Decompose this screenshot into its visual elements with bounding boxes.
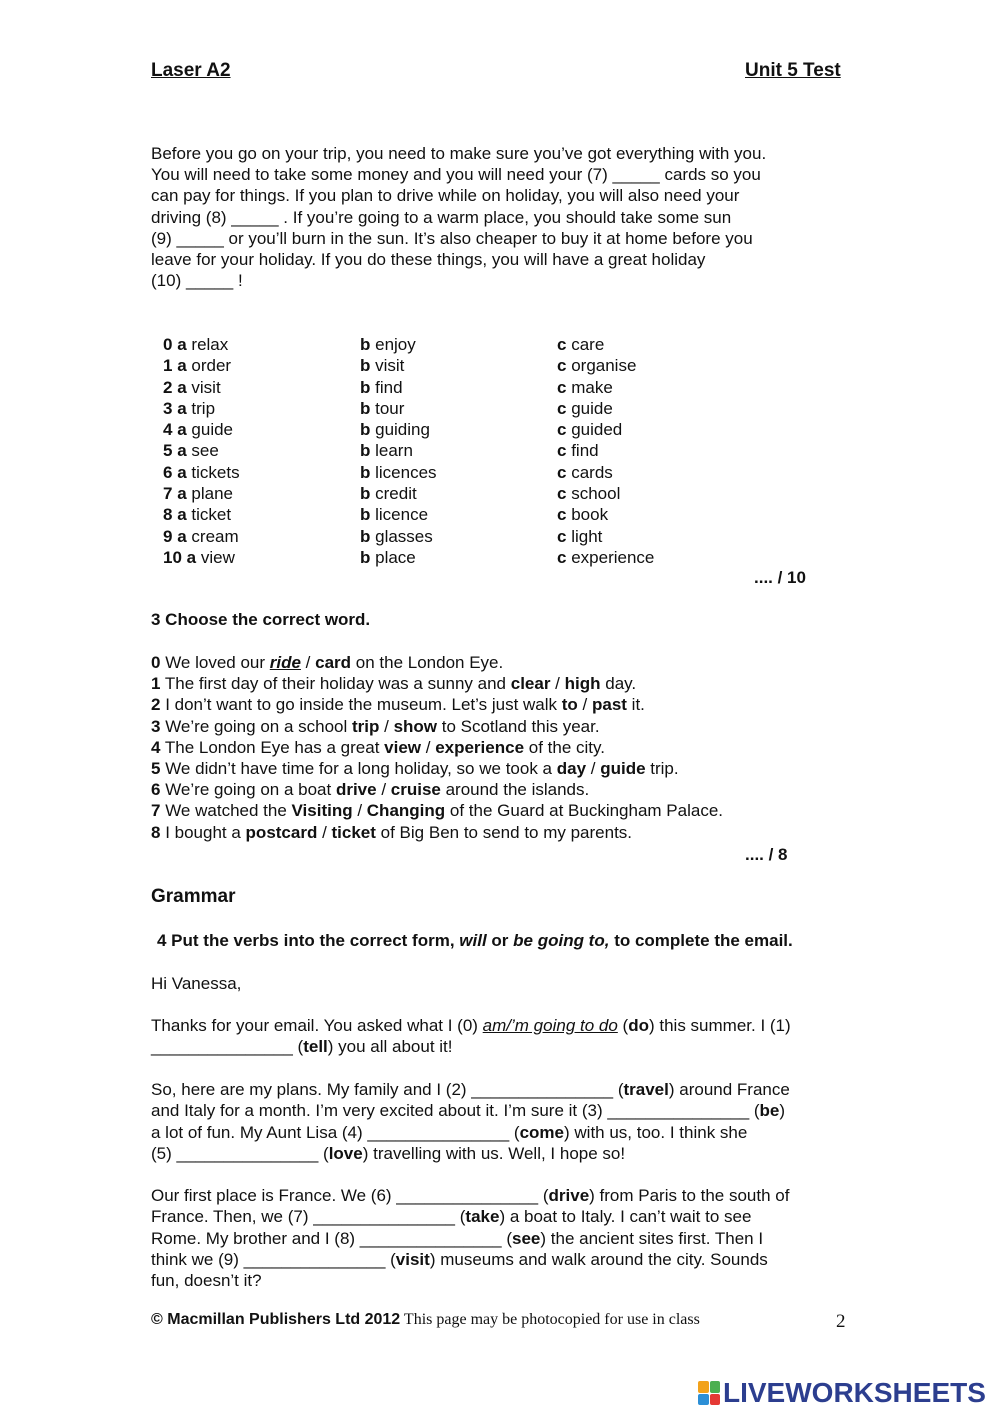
text: ) this summer. I (1)	[648, 1016, 791, 1035]
option-letter: c	[557, 505, 567, 525]
option-letter: 1	[163, 356, 173, 376]
option-text: guided	[571, 420, 623, 440]
verb: visit	[395, 1249, 430, 1269]
section4-instruction	[157, 931, 793, 951]
email-line	[151, 1015, 791, 1036]
option-text: tour	[375, 398, 405, 418]
email-line	[151, 1249, 789, 1270]
option-a	[163, 334, 360, 355]
logo-square	[698, 1394, 709, 1406]
option-letter: b	[360, 420, 371, 440]
option-a	[163, 377, 360, 398]
option-text: tickets	[191, 462, 240, 482]
option-letter: c	[557, 547, 567, 567]
logo-square	[710, 1381, 721, 1393]
option-letter: 0	[163, 335, 173, 354]
footer-publisher: © Macmillan Publishers Ltd 2012	[151, 1311, 401, 1328]
option-letter: 10	[163, 547, 182, 567]
option-text: visit	[375, 356, 405, 376]
option-letter: a	[177, 505, 187, 525]
item-number: 3	[151, 716, 161, 736]
text: ) around France	[668, 1080, 790, 1099]
option-c	[557, 440, 754, 461]
option-row	[163, 504, 754, 525]
text: ) you all about it!	[327, 1037, 453, 1057]
option-row	[163, 334, 754, 355]
word-choice-1: clear	[510, 674, 551, 694]
option-b	[360, 462, 557, 483]
text: ) the ancient sites first. Then I	[540, 1228, 764, 1248]
verb: love	[328, 1143, 363, 1163]
option-row	[163, 355, 754, 376]
verb: drive	[548, 1186, 590, 1205]
item-number: 1	[151, 674, 161, 694]
sentence	[151, 716, 723, 737]
item-number: 6	[151, 780, 161, 800]
email-line	[151, 1100, 790, 1121]
option-text: find	[375, 377, 403, 397]
instr-will: will	[459, 931, 487, 950]
option-b	[360, 547, 557, 568]
email-paragraph-2	[151, 1079, 790, 1164]
liveworksheets-wordmark: LIVEWORKSHEETS	[723, 1377, 986, 1408]
passage-line: (10) _____ !	[151, 271, 243, 291]
text: trip.	[645, 759, 679, 779]
logo-square	[698, 1381, 709, 1393]
option-text: order	[191, 356, 232, 376]
passage-line: can pay for things. If you plan to drive while on holiday, you will also need your	[151, 186, 740, 206]
page-number: 2	[836, 1311, 846, 1332]
option-text: trip	[191, 398, 216, 418]
text: We’re going on a boat	[160, 780, 336, 800]
footer	[151, 1311, 700, 1329]
email-line	[151, 1036, 791, 1057]
option-row	[163, 398, 754, 419]
option-text: place	[375, 547, 416, 567]
instr-part: to complete the email.	[609, 931, 793, 950]
option-a	[163, 504, 360, 525]
text: a lot of fun. My Aunt Lisa (4) _______________ (	[151, 1122, 520, 1142]
option-letter: c	[557, 398, 567, 418]
text: /	[586, 759, 601, 779]
option-letter: b	[360, 377, 371, 397]
verb: tell	[303, 1037, 328, 1057]
option-b	[360, 483, 557, 504]
option-letter: c	[557, 441, 567, 461]
option-row	[163, 440, 754, 461]
option-letter: b	[360, 462, 371, 482]
header-right: Unit 5 Test	[745, 60, 841, 81]
instr-part: or	[486, 931, 514, 950]
email-line	[151, 1079, 790, 1100]
text: Our first place is France. We (6) _______________ (	[151, 1186, 549, 1205]
header-left: Laser A2	[151, 60, 231, 81]
email-greeting: Hi Vanessa,	[151, 974, 242, 993]
verb: come	[519, 1122, 565, 1142]
text: ) museums and walk around the city. Sounds	[429, 1249, 768, 1269]
option-letter: a	[177, 484, 187, 504]
score-section3: .... / 8	[745, 845, 788, 864]
text: on the London Eye.	[351, 653, 504, 672]
text: )	[779, 1101, 786, 1121]
email-line	[151, 1206, 789, 1227]
option-text: care	[571, 335, 605, 354]
option-text: glasses	[375, 526, 433, 546]
word-choice-2: show	[393, 716, 438, 736]
word-choice-2: high	[564, 674, 601, 694]
sentence	[151, 822, 723, 843]
word-choice-2: guide	[600, 759, 646, 779]
option-letter: 3	[163, 398, 173, 418]
option-text: see	[191, 441, 219, 461]
option-b	[360, 355, 557, 376]
passage-line: leave for your holiday. If you do these things, you will have a great holiday	[151, 250, 706, 270]
option-c	[557, 504, 754, 525]
liveworksheets-logo	[698, 1377, 986, 1409]
footer-note: This page may be photocopied for use in class	[400, 1311, 700, 1328]
logo-square	[710, 1394, 721, 1406]
text: France. Then, we (7) _______________ (	[151, 1207, 466, 1227]
option-row	[163, 547, 754, 568]
text: We didn’t have time for a long holiday, so we took a	[160, 759, 557, 779]
option-c	[557, 547, 754, 568]
option-letter: c	[557, 377, 567, 397]
option-letter: c	[557, 484, 567, 504]
word-choice-1: postcard	[245, 822, 318, 842]
verb: take	[465, 1207, 500, 1227]
item-number: 2	[151, 695, 161, 715]
option-text: guide	[191, 420, 234, 440]
text: ) with us, too. I think she	[564, 1122, 748, 1142]
text: /	[352, 801, 367, 821]
option-b	[360, 440, 557, 461]
option-a	[163, 526, 360, 547]
item-number: 4	[151, 737, 161, 757]
option-letter: c	[557, 335, 567, 354]
text: it.	[626, 695, 645, 715]
option-text: credit	[375, 484, 417, 504]
passage-line: You will need to take some money and you will need your (7) _____ cards so you	[151, 165, 761, 185]
text: Thanks for your email. You asked what I (0)	[151, 1016, 483, 1035]
example-answer: am/’m going to do	[482, 1016, 618, 1035]
word-choice-1: day	[556, 759, 587, 779]
text: /	[550, 674, 565, 694]
email-line	[151, 1228, 789, 1249]
option-b	[360, 419, 557, 440]
word-choice-2: Changing	[366, 801, 446, 821]
option-letter: 6	[163, 462, 173, 482]
item-number: 8	[151, 822, 161, 842]
option-a	[163, 483, 360, 504]
verb: be	[759, 1101, 780, 1121]
word-choice-1: to	[561, 695, 578, 715]
option-letter: 8	[163, 505, 173, 525]
sentence	[151, 694, 723, 715]
text: Rome. My brother and I (8) _______________ (	[151, 1228, 513, 1248]
option-letter: b	[360, 335, 371, 354]
word-choice-1: drive	[335, 780, 377, 800]
option-b	[360, 334, 557, 355]
word-choice-2: ticket	[331, 822, 376, 842]
option-letter: a	[177, 398, 187, 418]
text: around the islands.	[440, 780, 590, 800]
email-line	[151, 1185, 789, 1206]
text: _______________ (	[151, 1037, 304, 1057]
option-letter: b	[360, 441, 371, 461]
option-letter: c	[557, 462, 567, 482]
word-choice-2: card	[315, 653, 352, 672]
option-letter: 9	[163, 526, 173, 546]
text: We’re going on a school	[160, 716, 352, 736]
verb: travel	[623, 1080, 669, 1099]
text: think we (9) _______________ (	[151, 1249, 396, 1269]
option-a	[163, 547, 360, 568]
score-section2: .... / 10	[754, 568, 806, 587]
option-letter: b	[360, 547, 371, 567]
sentence	[151, 652, 723, 673]
option-c	[557, 483, 754, 504]
option-letter: b	[360, 526, 371, 546]
word-choice-1: trip	[352, 716, 380, 736]
word-choice-2: experience	[435, 737, 525, 757]
sentence	[151, 673, 723, 694]
option-b	[360, 526, 557, 547]
word-choice-1: ride	[269, 653, 301, 672]
text: /	[577, 695, 592, 715]
verb: see	[512, 1228, 541, 1248]
text: (5) _______________ (	[151, 1143, 329, 1163]
text: day.	[600, 674, 637, 694]
option-text: view	[200, 547, 235, 567]
option-text: experience	[571, 547, 655, 567]
option-c	[557, 377, 754, 398]
option-letter: 4	[163, 420, 173, 440]
option-letter: b	[360, 398, 371, 418]
option-letter: a	[177, 356, 187, 376]
option-letter: a	[177, 377, 187, 397]
option-text: ticket	[191, 505, 232, 525]
option-letter: 5	[163, 441, 173, 461]
option-text: licences	[375, 462, 437, 482]
option-text: relax	[191, 335, 229, 354]
text: ) from Paris to the south of	[589, 1186, 790, 1205]
text: We loved our	[160, 653, 270, 672]
option-b	[360, 504, 557, 525]
text: of the city.	[524, 737, 605, 757]
option-letter: a	[177, 335, 187, 354]
text: /	[379, 716, 394, 736]
verb: do	[628, 1016, 649, 1035]
option-a	[163, 419, 360, 440]
option-b	[360, 398, 557, 419]
text: So, here are my plans. My family and I (2) _______________ (	[151, 1080, 624, 1099]
passage-line: driving (8) _____ . If you’re going to a warm place, you should take some sun	[151, 207, 732, 227]
option-text: plane	[191, 484, 234, 504]
option-text: cream	[191, 526, 239, 546]
option-letter: c	[557, 526, 567, 546]
sentence	[151, 800, 723, 821]
email-line: fun, doesn’t it?	[151, 1271, 262, 1291]
text: ) a boat to Italy. I can’t wait to see	[499, 1207, 752, 1227]
word-choice-1: Visiting	[291, 801, 353, 821]
section3-sentences	[151, 652, 723, 843]
option-a	[163, 398, 360, 419]
option-letter: b	[360, 356, 371, 376]
item-number: 5	[151, 759, 161, 779]
option-row	[163, 419, 754, 440]
section3-heading: 3 Choose the correct word.	[151, 610, 371, 629]
option-c	[557, 334, 754, 355]
option-text: guide	[571, 398, 613, 418]
option-c	[557, 462, 754, 483]
option-c	[557, 355, 754, 376]
passage-line: Before you go on your trip, you need to make sure you’ve got everything with you.	[151, 144, 767, 163]
option-a	[163, 440, 360, 461]
option-text: visit	[191, 377, 221, 397]
email-paragraph-3	[151, 1185, 789, 1291]
email-paragraph-1	[151, 1015, 791, 1058]
sentence	[151, 779, 723, 800]
option-text: enjoy	[375, 335, 416, 354]
sentence	[151, 758, 723, 779]
option-text: guiding	[375, 420, 430, 440]
text: and Italy for a month. I’m very excited about it. I’m sure it (3) _______________ (	[151, 1101, 760, 1121]
text: ) travelling with us. Well, I hope so!	[362, 1143, 626, 1163]
item-number: 7	[151, 801, 161, 821]
item-number: 0	[151, 653, 161, 672]
option-letter: a	[177, 526, 187, 546]
grammar-title: Grammar	[151, 886, 236, 907]
liveworksheets-icon	[698, 1381, 720, 1405]
text: The London Eye has a great	[160, 737, 385, 757]
option-text: make	[571, 377, 613, 397]
option-c	[557, 398, 754, 419]
text: of Big Ben to send to my parents.	[375, 822, 633, 842]
option-row	[163, 483, 754, 504]
text: /	[421, 737, 436, 757]
option-text: learn	[375, 441, 413, 461]
text: of the Guard at Buckingham Palace.	[445, 801, 723, 821]
option-letter: c	[557, 420, 567, 440]
email-line	[151, 1122, 790, 1143]
option-text: organise	[571, 356, 637, 376]
instr-going: be going to,	[513, 931, 610, 950]
option-a	[163, 355, 360, 376]
text: We watched the	[160, 801, 292, 821]
word-choice-1: view	[384, 737, 422, 757]
option-a	[163, 462, 360, 483]
text: /	[376, 780, 391, 800]
option-row	[163, 462, 754, 483]
text: (	[617, 1016, 629, 1035]
option-b	[360, 377, 557, 398]
text: /	[317, 822, 332, 842]
option-letter: c	[557, 356, 567, 376]
option-letter: b	[360, 505, 371, 525]
text: to Scotland this year.	[437, 716, 600, 736]
option-text: book	[571, 505, 609, 525]
email-line	[151, 1143, 790, 1164]
option-letter: 2	[163, 377, 173, 397]
sentence	[151, 737, 723, 758]
option-letter: a	[177, 462, 187, 482]
text: The first day of their holiday was a sunny and	[160, 674, 511, 694]
passage-line: (9) _____ or you’ll burn in the sun. It’s also cheaper to buy it at home before you	[151, 228, 753, 248]
options-table	[163, 334, 754, 568]
text: I don’t want to go inside the museum. Let’s just walk	[160, 695, 562, 715]
word-choice-2: cruise	[390, 780, 441, 800]
option-letter: a	[177, 420, 187, 440]
word-choice-2: past	[591, 695, 627, 715]
option-letter: a	[186, 547, 197, 567]
option-text: licence	[375, 505, 429, 525]
option-c	[557, 526, 754, 547]
text: /	[300, 653, 316, 672]
option-letter: b	[360, 484, 371, 504]
option-text: find	[571, 441, 599, 461]
instr-part: 4 Put the verbs into the correct form,	[157, 931, 460, 950]
option-letter: 7	[163, 484, 173, 504]
option-row	[163, 377, 754, 398]
passage	[151, 143, 766, 291]
option-row	[163, 526, 754, 547]
option-c	[557, 419, 754, 440]
option-text: school	[571, 484, 621, 504]
option-text: cards	[571, 462, 613, 482]
text: I bought a	[160, 822, 246, 842]
option-letter: a	[177, 441, 187, 461]
option-text: light	[571, 526, 603, 546]
